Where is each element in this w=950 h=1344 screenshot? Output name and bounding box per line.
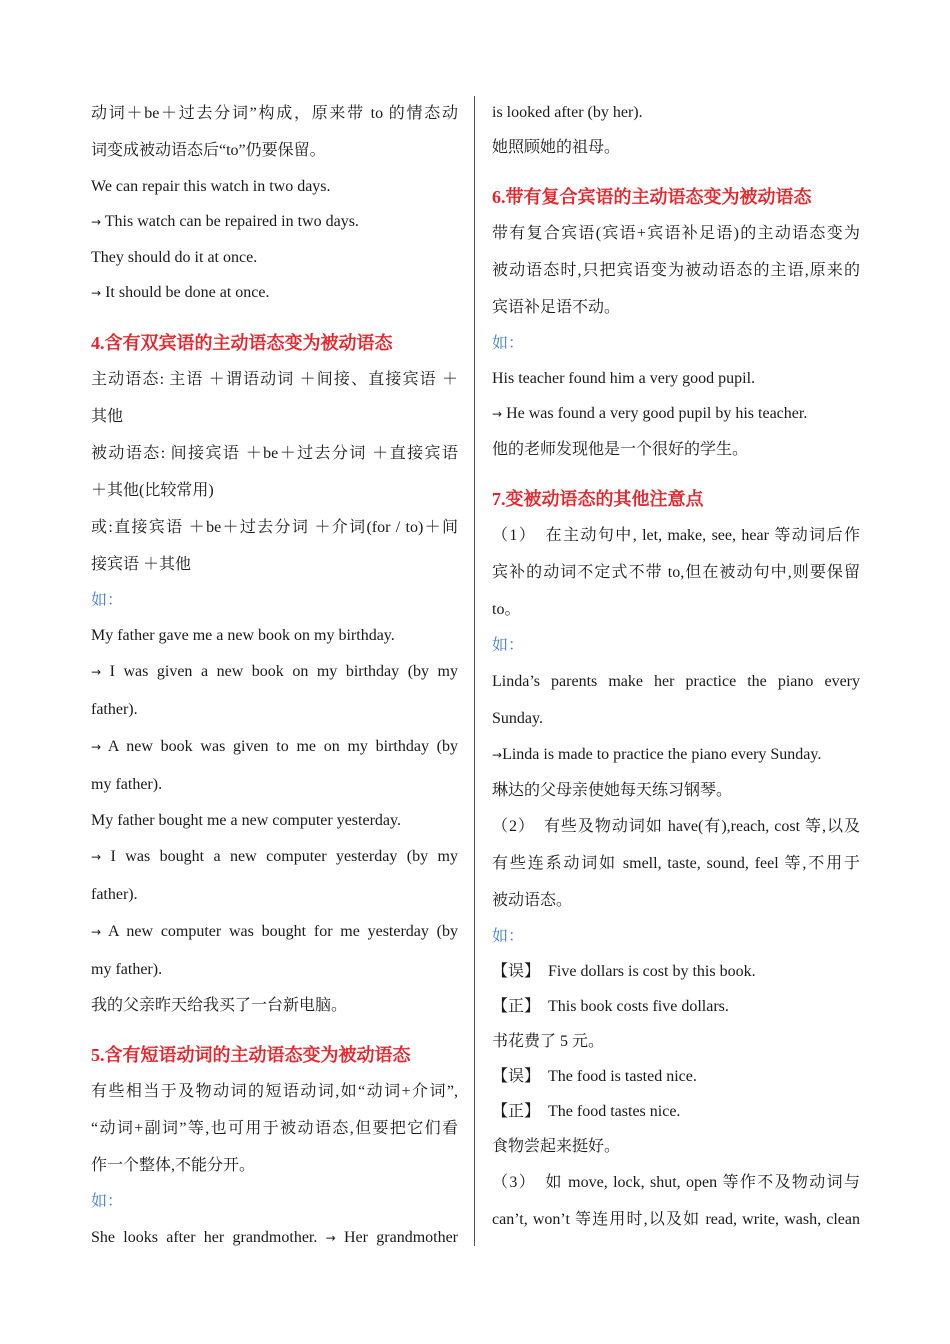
example-active: We can repair this watch in two days. xyxy=(91,178,331,195)
note-1-line-3: to。 xyxy=(492,601,521,618)
section-heading-7: 7.变被动语态的其他注意点 xyxy=(492,489,704,509)
example-active-cont: Sunday. xyxy=(492,710,543,727)
section-heading-4: 4.含有双宾语的主动语态变为被动语态 xyxy=(91,333,393,353)
rule-passive-line-1: 被动语态: 间接宾语 ＋be＋过去分词 ＋直接宾语 xyxy=(91,445,458,462)
section-6-line-3: 宾语补足语不动。 xyxy=(492,299,621,316)
example-passive: → He was found a very good pupil by his teacher. xyxy=(492,405,808,422)
example-active: They should do it at once. xyxy=(91,249,258,266)
note-2-line-1: （2） 有些及物动词如 have(有),reach, cost 等,以及 xyxy=(492,818,860,835)
note-1-line-2: 宾补的动词不定式不带 to,但在被动句中,则要保留 xyxy=(492,564,860,581)
arrow-icon: → xyxy=(325,1231,336,1245)
example-passive: → I was given a new book on my birthday (by my xyxy=(91,663,459,680)
correct-example: 【正】 This book costs five dollars. xyxy=(492,998,729,1015)
correct-example: 【正】 The food tastes nice. xyxy=(492,1103,681,1120)
rule-active-line-1: 主动语态: 主语 ＋谓语动词 ＋间接、直接宾语 ＋ xyxy=(91,371,458,388)
section-5-line-3: 作一个整体,不能分开。 xyxy=(91,1157,256,1174)
note-2-line-3: 被动语态。 xyxy=(492,892,573,909)
example-label: 如： xyxy=(492,637,525,654)
arrow-icon: → xyxy=(91,665,102,679)
example-passive: →Linda is made to practice the piano every Sunday. xyxy=(492,746,822,763)
correct-mark: 【正】 xyxy=(492,998,541,1015)
example-passive: → I was bought a new computer yesterday (by my xyxy=(91,848,458,865)
left-column xyxy=(91,95,458,1257)
example-passive-cont: father). xyxy=(91,886,138,903)
note-3-line-2: can’t, won’t 等连用时,以及如 read, write, wash, clean xyxy=(492,1211,860,1228)
example-passive-cont: is looked after (by her). xyxy=(492,104,643,121)
section-heading-6: 6.带有复合宾语的主动语态变为被动语态 xyxy=(492,187,812,207)
arrow-icon: → xyxy=(91,850,102,864)
arrow-icon: → xyxy=(91,925,102,939)
section-6-line-1: 带有复合宾语(宾语+宾语补足语)的主动语态变为 xyxy=(492,225,860,242)
example-passive: → This watch can be repaired in two days. xyxy=(91,213,359,230)
example-translation: 我的父亲昨天给我买了一台新电脑。 xyxy=(91,997,348,1014)
example-translation: 书花费了 5 元。 xyxy=(492,1033,605,1050)
wrong-mark: 【误】 xyxy=(492,1068,541,1085)
rule-active-line-2: 其他 xyxy=(91,408,124,425)
section-heading-5: 5.含有短语动词的主动语态变为被动语态 xyxy=(91,1045,411,1065)
example-passive-cont: father). xyxy=(91,701,138,718)
column-divider xyxy=(474,96,475,1246)
rule-or-line-1: 或:直接宾语 ＋be＋过去分词 ＋介词(for / to)＋间 xyxy=(91,519,458,536)
rule-or-line-2: 接宾语 ＋其他 xyxy=(91,556,192,573)
example-active: His teacher found him a very good pupil. xyxy=(492,370,756,387)
arrow-icon: → xyxy=(91,740,102,754)
note-2-line-2: 有些连系动词如 smell, taste, sound, feel 等,不用于 xyxy=(492,855,860,872)
section-6-line-2: 被动语态时,只把宾语变为被动语态的主语,原来的 xyxy=(492,262,860,279)
intro-line-2: 词变成被动语态后“to”仍要保留。 xyxy=(91,142,326,159)
example-active: My father gave me a new book on my birthday. xyxy=(91,627,395,644)
note-1-line-1: （1） 在主动句中, let, make, see, hear 等动词后作 xyxy=(492,527,860,544)
intro-line-1: 动词＋be＋过去分词”构成，原来带 to 的情态动 xyxy=(91,105,458,122)
arrow-icon: → xyxy=(492,407,503,421)
example-translation: 琳达的父母亲使她每天练习钢琴。 xyxy=(492,782,733,799)
example-active: Linda’s parents make her practice the piano every xyxy=(492,673,860,690)
note-3-line-1: （3） 如 move, lock, shut, open 等作不及物动词与 xyxy=(492,1174,860,1191)
example-phrasal: She looks after her grandmother. → Her grandmother xyxy=(91,1229,459,1246)
example-label: 如： xyxy=(492,928,525,945)
arrow-icon: → xyxy=(492,748,503,762)
correct-mark: 【正】 xyxy=(492,1103,541,1120)
example-passive-cont: my father). xyxy=(91,961,163,978)
right-column xyxy=(492,95,860,1238)
example-passive: → It should be done at once. xyxy=(91,284,270,301)
wrong-example: 【误】 Five dollars is cost by this book. xyxy=(492,963,756,980)
example-translation: 他的老师发现他是一个很好的学生。 xyxy=(492,441,749,458)
arrow-icon: → xyxy=(91,215,102,229)
example-active: My father bought me a new computer yesterday. xyxy=(91,812,401,829)
example-passive-cont: my father). xyxy=(91,776,163,793)
example-label: 如： xyxy=(91,592,124,609)
rule-passive-line-2: ＋其他(比较常用) xyxy=(91,482,214,499)
wrong-mark: 【误】 xyxy=(492,963,541,980)
section-5-line-1: 有些相当于及物动词的短语动词,如“动词+介词”, xyxy=(91,1083,458,1100)
example-label: 如： xyxy=(492,335,525,352)
example-passive: → A new computer was bought for me yesterday (by xyxy=(91,923,458,940)
wrong-example: 【误】 The food is tasted nice. xyxy=(492,1068,697,1085)
example-translation: 食物尝起来挺好。 xyxy=(492,1138,621,1155)
arrow-icon: → xyxy=(91,286,102,300)
example-translation: 她照顾她的祖母。 xyxy=(492,139,621,156)
section-5-line-2: “动词+副词”等,也可用于被动语态,但要把它们看 xyxy=(91,1120,458,1137)
example-passive: → A new book was given to me on my birthday (by xyxy=(91,738,458,755)
example-label: 如： xyxy=(91,1193,124,1210)
